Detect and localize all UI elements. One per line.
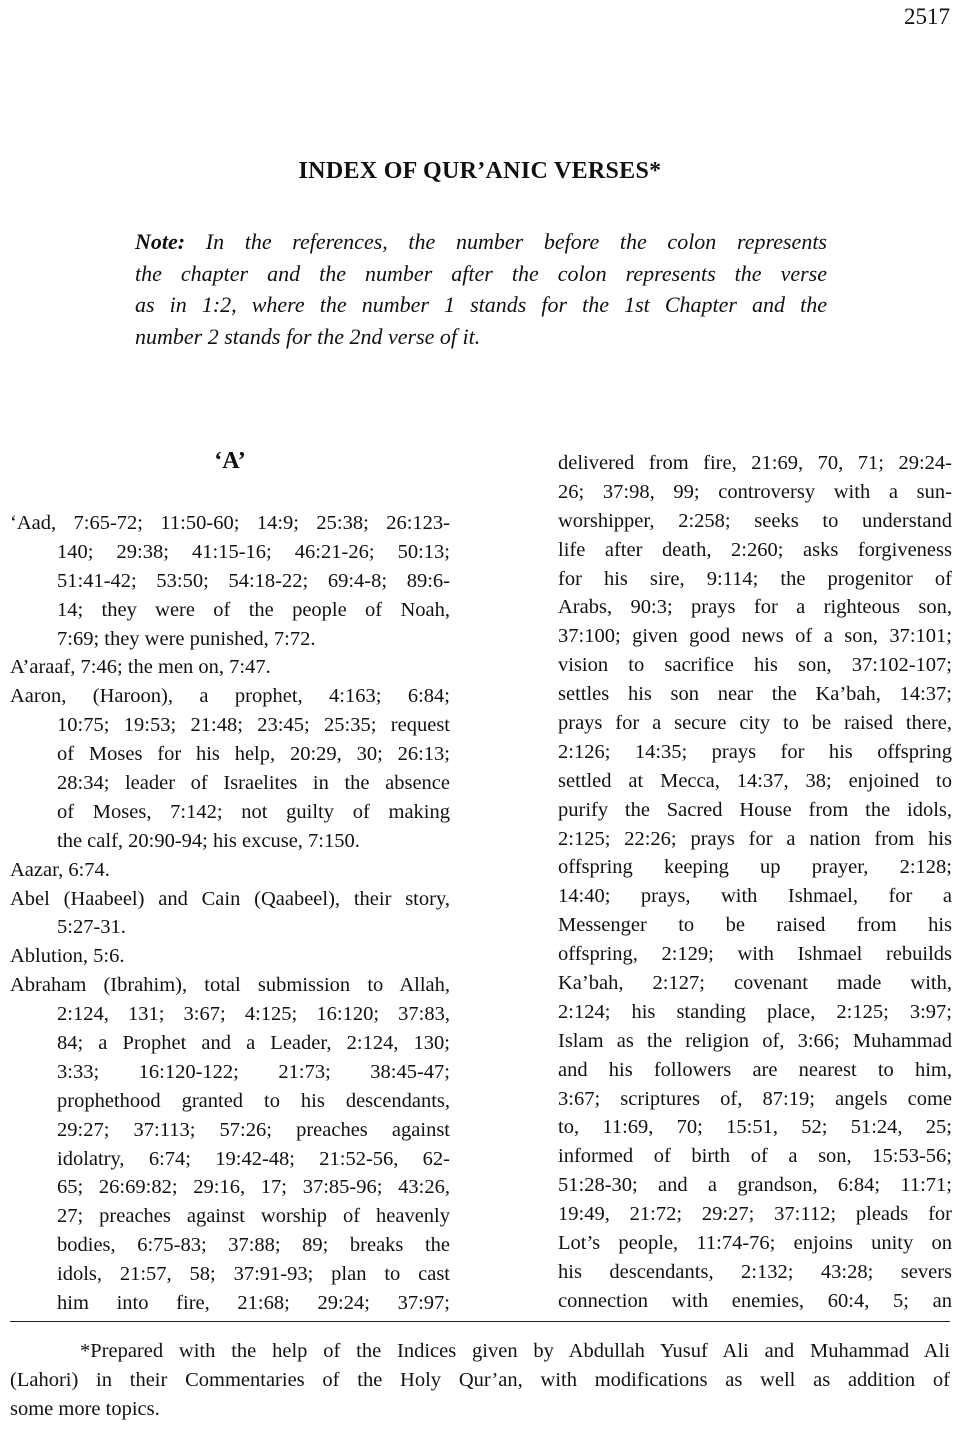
footnote-line: (Lahori) in their Commentaries of the Holy Qur’an, with modifications as well as addition of [10,1369,950,1391]
page-title: INDEX OF QUR’ANIC VERSES* [298,158,662,184]
index-entry [10,856,450,885]
index-entry-line: 19:49, 21:72; 29:27; 37:112; pleads for [558,1203,952,1226]
index-entry-line: ‘Aad, 7:65-72; 11:50-60; 14:9; 25:38; 26:123- [10,512,450,534]
note-block [135,226,827,352]
footnote [10,1337,950,1424]
index-entry-line: prays for a secure city to be raised there, [558,712,952,735]
note-line: as in 1:2, where the number 1 stands for the 1st Chapter and the [135,292,827,317]
index-entry-line: offspring, 2:129; with Ishmael rebuilds [558,943,952,966]
footnote-line: *Prepared with the help of the Indices given by Abdullah Yusuf Ali and Muhammad Ali [80,1340,950,1362]
index-entry-line: Aaron, (Haroon), a prophet, 4:163; 6:84; [10,685,450,708]
index-entry [10,942,450,971]
index-entry [10,971,450,1318]
index-entry-line: 7:69; they were punished, 7:72. [57,627,316,650]
index-entry-line: life after death, 2:260; asks forgiveness [558,538,952,561]
index-entry-line: 14; they were of the people of Noah, [57,598,450,621]
page-number: 2517 [904,4,950,29]
index-entry-line: 14:40; prays, with Ishmael, for a [558,885,952,908]
index-entry-line: Lot’s people, 11:74-76; enjoins unity on [558,1232,952,1255]
note-line: the chapter and the number after the colon represents the verse [135,260,827,286]
left-column [10,509,450,1318]
right-column [558,449,952,1316]
index-entry-line: Islam as the religion of, 3:66; Muhammad [558,1029,952,1052]
index-entry [10,682,450,855]
index-entry-line: Abel (Haabeel) and Cain (Qaabeel), their story, [10,887,450,910]
index-entry-line: 84; a Prophet and a Leader, 2:124, 130; [57,1032,450,1055]
note-text: In the references, the number before the colon represents [185,229,827,254]
index-entry-line: vision to sacrifice his son, 37:102-107; [558,654,952,677]
index-entry-line: 37:100; given good news of a son, 37:101; [558,625,952,648]
index-entry-line: 2:124; his standing place, 2:125; 3:97; [558,1000,952,1023]
index-entry-line: 2:126; 14:35; prays for his offspring [558,740,952,763]
index-entry-line: 28:34; leader of Israelites in the absence [57,772,450,795]
index-entry [10,885,450,943]
index-entry-line: him into fire, 21:68; 29:24; 37:97; [57,1292,450,1315]
index-entry-line: idolatry, 6:74; 19:42-48; 21:52-56, 62- [57,1147,450,1170]
index-entry-line: 2:125; 22:26; prays for a nation from his [558,827,952,850]
index-entry-line: 29:27; 37:113; 57:26; preaches against [57,1118,450,1141]
index-entry-line: for his sire, 9:114; the progenitor of [558,567,952,590]
index-entry-line: of Moses for his help, 20:29, 30; 26:13; [57,743,450,766]
index-entry-line: 3:33; 16:120-122; 21:73; 38:45-47; [57,1060,450,1083]
index-entry-line: and his followers are nearest to him, [558,1058,952,1081]
index-entry-line: prophethood granted to his descendants, [57,1089,450,1112]
index-entry-line: Ablution, 5:6. [10,945,125,968]
index-entry-line: 5:27-31. [57,916,126,939]
index-entry-line: his descendants, 2:132; 43:28; severs [558,1260,952,1283]
footnote-rule [10,1321,950,1322]
index-entry-line: 140; 29:38; 41:15-16; 46:21-26; 50:13; [57,540,450,563]
index-entry-line: 26; 37:98, 99; controversy with a sun- [558,480,952,503]
index-entry-line: purify the Sacred House from the idols, [558,798,952,821]
index-entry-line: offspring keeping up prayer, 2:128; [558,856,952,879]
index-entry-line: informed of birth of a son, 15:53-56; [558,1145,952,1168]
index-entry-line: Messenger to be raised from his [558,914,952,937]
index-entry-line: of Moses, 7:142; not guilty of making [57,800,450,823]
note-line [135,226,827,258]
index-entry [10,509,450,653]
index-entry-line: the calf, 20:90-94; his excuse, 7:150. [57,829,360,852]
index-entry-line: delivered from fire, 21:69, 70, 71; 29:24- [558,452,952,474]
index-entry-line: idols, 21:57, 58; 37:91-93; plan to cast [57,1263,450,1286]
index-entry-line: Arabs, 90:3; prays for a righteous son, [558,596,952,619]
index-entry [10,653,450,682]
index-entry-line: 3:67; scriptures of, 87:19; angels come [558,1087,952,1110]
index-entry-line: worshipper, 2:258; seeks to understand [558,509,952,532]
index-entry-line: connection with enemies, 60:4, 5; an [558,1289,952,1312]
index-entry-line: 51:41-42; 53:50; 54:18-22; 69:4-8; 89:6- [57,569,450,592]
index-entry-line: 27; preaches against worship of heavenly [57,1205,450,1228]
footnote-line: some more topics. [10,1398,160,1420]
index-entry-line: A’araaf, 7:46; the men on, 7:47. [10,656,271,679]
section-heading: ‘A’ [214,448,246,474]
index-entry-line: settles his son near the Ka’bah, 14:37; [558,683,952,706]
index-entry-line: 2:124, 131; 3:67; 4:125; 16:120; 37:83, [57,1003,450,1026]
index-entry-line: 10:75; 19:53; 21:48; 23:45; 25:35; request [57,714,450,737]
index-entry-line: 51:28-30; and a grandson, 6:84; 11:71; [558,1174,952,1197]
index-entry-line: Aazar, 6:74. [10,858,110,881]
index-entry-line: Ka’bah, 2:127; covenant made with, [558,972,952,995]
index-entry-line: Abraham (Ibrahim), total submission to Allah, [10,974,450,997]
index-entry-line: bodies, 6:75-83; 37:88; 89; breaks the [57,1234,450,1257]
note-line: number 2 stands for the 2nd verse of it. [135,323,481,349]
index-entry-line: to, 11:69, 70; 15:51, 52; 51:24, 25; [558,1116,952,1139]
index-entry-line: settled at Mecca, 14:37, 38; enjoined to [558,769,952,792]
note-label: Note: [135,229,186,254]
index-entry-line: 65; 26:69:82; 29:16, 17; 37:85-96; 43:26, [57,1176,450,1199]
